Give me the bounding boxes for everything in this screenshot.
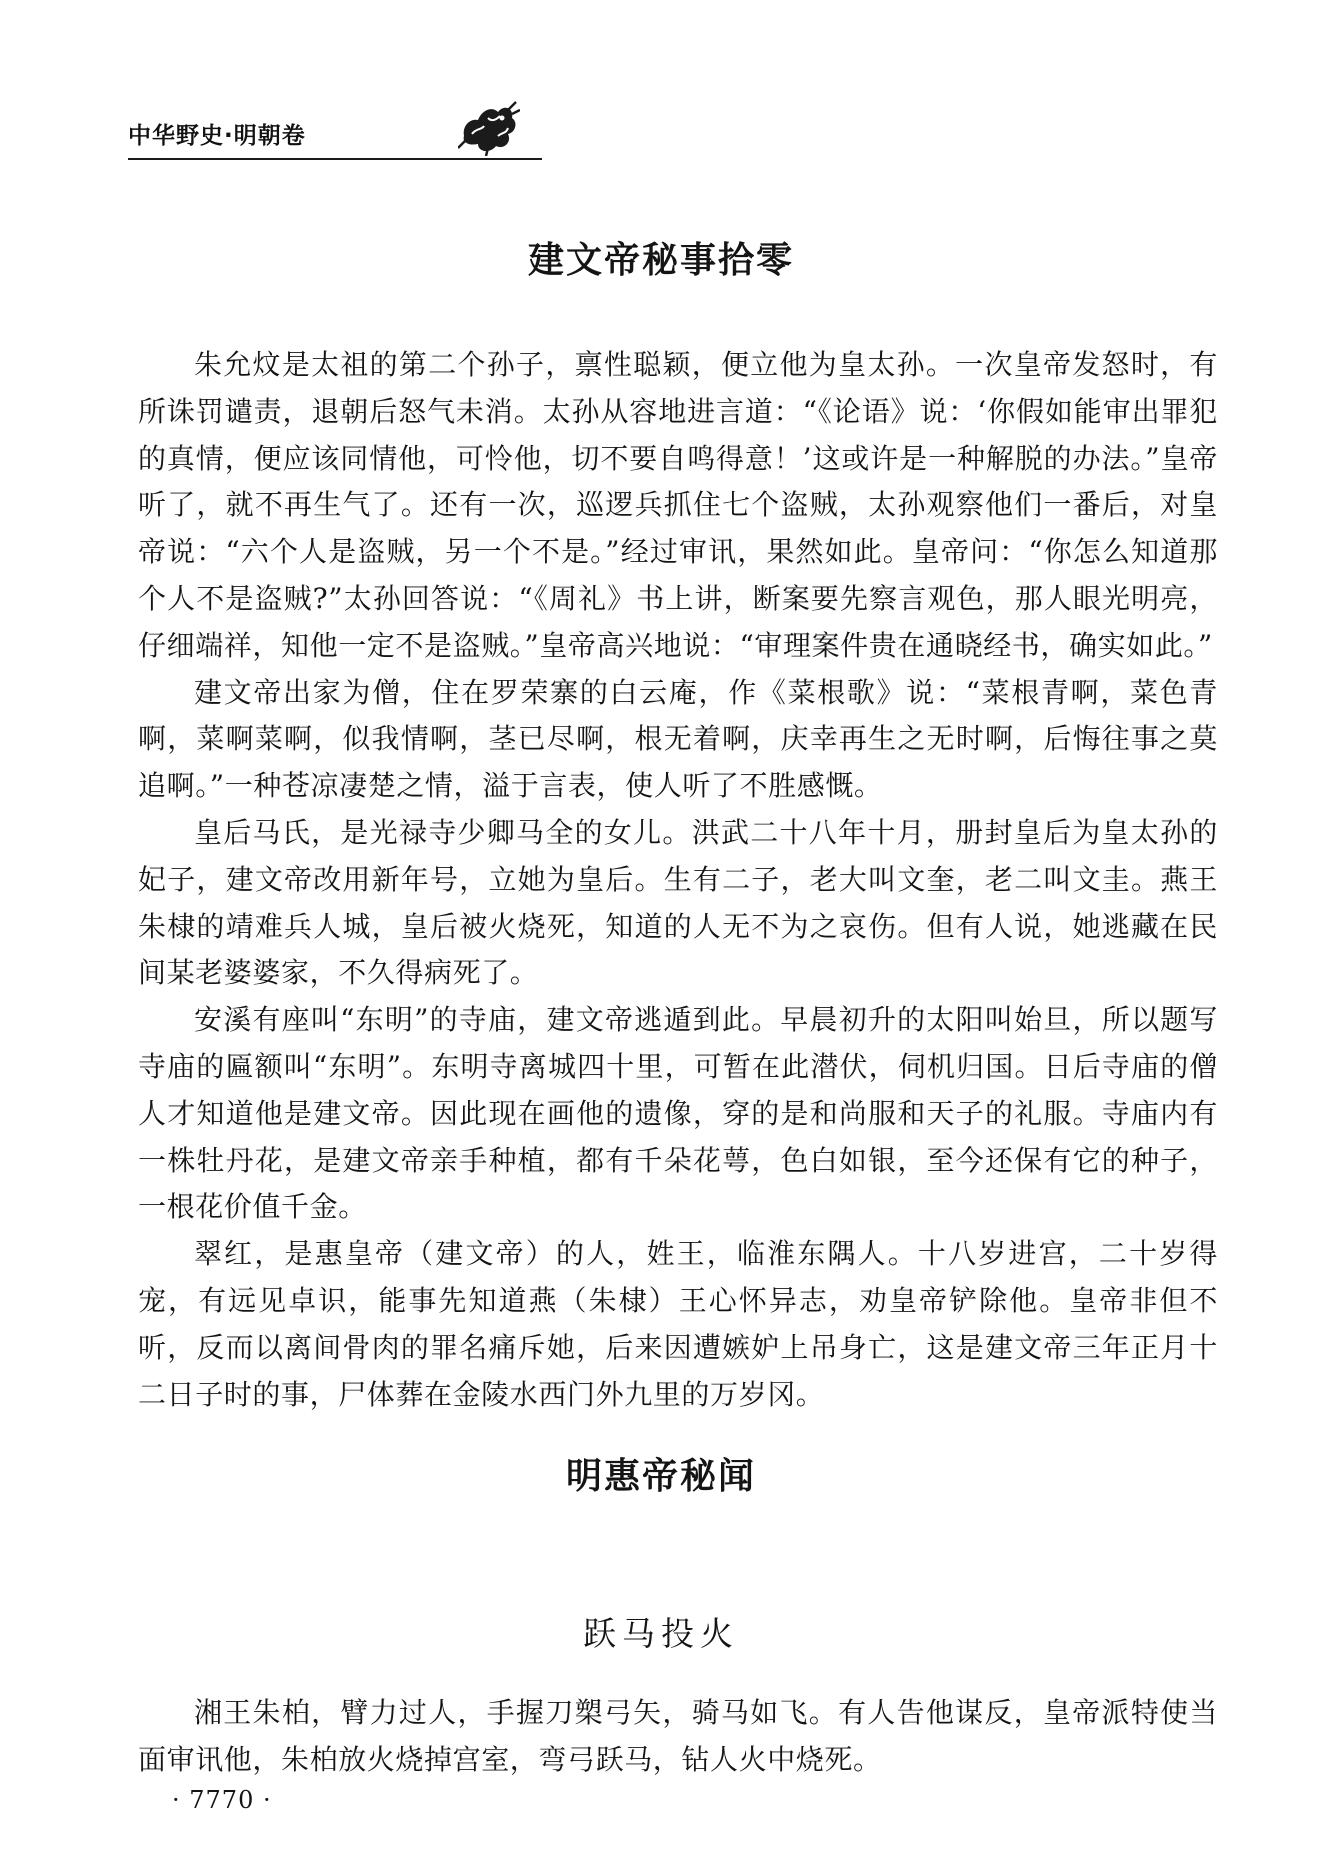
section1-body	[138, 342, 1218, 1418]
paragraph-6: 湘王朱柏，臂力过人，手握刀槊弓矢，骑马如飞。有人告他谋反，皇帝派特使当面审讯他，朱柏放火烧掉宫室，弯弓跃马，钻人火中烧死。	[138, 1696, 1218, 1776]
section-title-jianwen: 建文帝秘事拾零	[527, 240, 794, 281]
dragon-emblem-icon	[458, 96, 520, 156]
paragraph-4: 安溪有座叫“东明”的寺庙，建文帝逃遁到此。早晨初升的太阳叫始旦，所以题写寺庙的匾额叫“东明”。东明寺离城四十里，可暂在此潜伏，伺机归国。日后寺庙的僧人才知道他是建文帝。因此现在画他的遗像，穿的是和尚服和天子的礼服。寺庙内有一株牡丹花，是建文帝亲手种植，都有千朵花萼，色白如银，至今还保有它的种子，一根花价值千金。	[138, 1003, 1218, 1224]
section-title-huidi: 明惠帝秘闻	[565, 1456, 756, 1497]
section2-body	[138, 1690, 1218, 1784]
running-header	[128, 100, 542, 160]
paragraph-2: 建文帝出家为僧，住在罗荣寨的白云庵，作《菜根歌》说：“菜根青啊，菜色青啊，菜啊菜啊，似我情啊，茎已尽啊，根无着啊，庆幸再生之无时啊，后悔往事之莫追啊。”一种苍凉凄楚之情，溢于言表，使人听了不胜感慨。	[138, 675, 1218, 803]
paragraph-3: 皇后马氏，是光禄寺少卿马全的女儿。洪武二十八年十月，册封皇后为皇太孙的妃子，建文帝改用新年号，立她为皇后。生有二子，老大叫文奎，老二叫文圭。燕王朱棣的靖难兵人城，皇后被火烧死，知道的人无不为之哀伤。但有人说，她逃藏在民间某老婆婆家，不久得病死了。	[138, 815, 1218, 990]
page-number: · 7770 ·	[172, 1786, 272, 1814]
subsection-title: 跃马投火	[583, 1614, 739, 1653]
paragraph-5: 翠红，是惠皇帝（建文帝）的人，姓王，临淮东隅人。十八岁进宫，二十岁得宠，有远见卓识，能事先知道燕（朱棣）王心怀异志，劝皇帝铲除他。皇帝非但不听，反而以离间骨肉的罪名痛斥她，后来因遭嫉妒上吊身亡，这是建文帝三年正月十二日子时的事，尸体葬在金陵水西门外九里的万岁冈。	[138, 1237, 1218, 1411]
paragraph-1: 朱允炆是太祖的第二个孙子，禀性聪颖，便立他为皇太孙。一次皇帝发怒时，有所诛罚谴责，退朝后怒气未消。太孙从容地进言道：“《论语》说：‘你假如能审出罪犯的真情，便应该同情他，可怜他，切不要自鸣得意！’这或许是一种解脱的办法。”皇帝听了，就不再生气了。还有一次，巡逻兵抓住七个盗贼，太孙观察他们一番后，对皇帝说：“六个人是盗贼，另一个不是。”经过审讯，果然如此。皇帝问：“你怎么知道那个人不是盗贼?”太孙回答说：“《周礼》书上讲，断案要先察言观色，那人眼光明亮，仔细端祥，知他一定不是盗贼。”皇帝高兴地说：“审理案件贵在通晓经书，确实如此。”	[138, 348, 1218, 662]
book-title: 中华野史·明朝卷	[128, 123, 306, 149]
